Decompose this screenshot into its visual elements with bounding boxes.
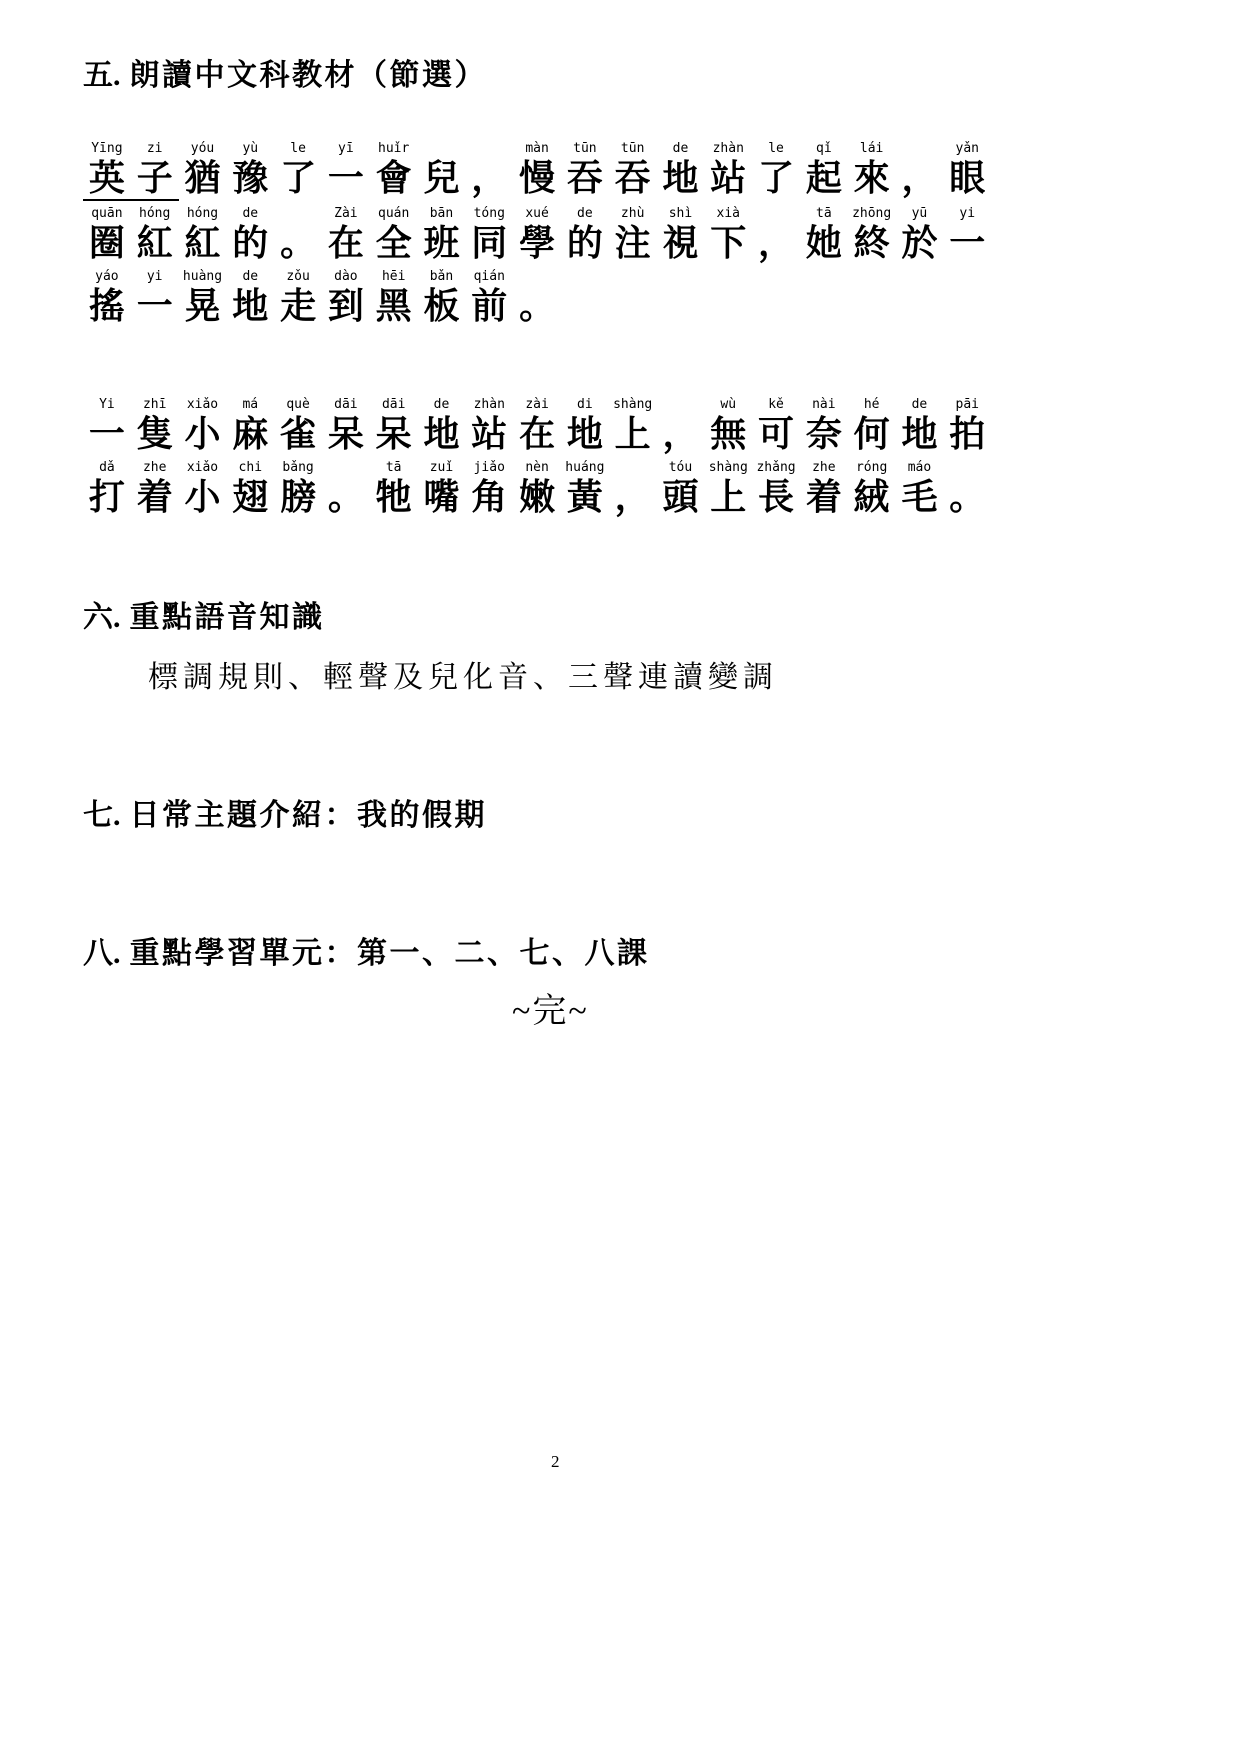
ruby-cell	[370, 268, 418, 327]
hanzi-text: 一	[949, 223, 986, 263]
ruby-cell	[83, 268, 131, 327]
pinyin-text: zhe	[812, 460, 836, 475]
pinyin-text: de	[242, 206, 259, 221]
pinyin-text: pāi	[955, 397, 979, 412]
pinyin-text: di	[577, 397, 593, 412]
hanzi-text: 膀	[280, 477, 317, 517]
ruby-cell	[274, 205, 322, 264]
hanzi-text: 長	[758, 477, 795, 517]
hanzi-text: 了	[280, 158, 317, 198]
pinyin-text: quán	[378, 206, 410, 221]
ruby-cell	[752, 205, 800, 264]
section-number: 六.	[83, 601, 121, 634]
ruby-cell	[131, 140, 179, 201]
ruby-cell	[179, 459, 227, 518]
pinyin-text: tóu	[668, 460, 693, 475]
hanzi-text: 嘴	[423, 477, 460, 517]
ruby-cell	[800, 140, 848, 201]
ruby-cell	[226, 268, 274, 327]
ruby-cell	[752, 396, 800, 455]
section-6-subline: 標調規則、輕聲及兒化音、三聲連讀變調	[148, 661, 778, 694]
ruby-cell	[131, 268, 179, 327]
hanzi-text: 猶	[184, 158, 221, 198]
pinyin-text: dāi	[381, 397, 406, 412]
ruby-cell	[322, 205, 370, 264]
pinyin-text: màn	[525, 141, 549, 156]
hanzi-text: 起	[805, 158, 842, 198]
hanzi-text: 小	[184, 414, 221, 454]
pinyin-text: zhàn	[473, 397, 505, 412]
ruby-cell	[370, 140, 418, 201]
pinyin-text: de	[433, 397, 450, 412]
hanzi-text: 一	[136, 286, 173, 326]
pinyin-text: dāi	[334, 397, 358, 412]
hanzi-text: 紅	[184, 223, 221, 263]
hanzi-text: 毛	[901, 477, 938, 517]
pinyin-text: tā	[816, 206, 832, 221]
hanzi-text: 上	[710, 477, 747, 517]
section-title: 重點語音知識	[129, 601, 325, 634]
hanzi-text: 走	[280, 286, 317, 326]
pinyin-text: xué	[525, 206, 549, 221]
ruby-cell	[226, 140, 274, 201]
ruby-cell	[322, 140, 370, 201]
ruby-cell	[561, 459, 609, 518]
pinyin-passage	[83, 140, 998, 522]
pinyin-text: má	[242, 397, 259, 412]
ruby-cell	[322, 459, 370, 518]
pinyin-text: de	[577, 206, 593, 221]
ruby-cell	[513, 459, 561, 518]
pinyin-text: dǎ	[99, 460, 115, 475]
hanzi-text: 拍	[949, 414, 986, 454]
ruby-cell	[896, 205, 944, 264]
pinyin-text: nèn	[525, 460, 549, 475]
hanzi-text: 嫩	[519, 477, 556, 517]
hanzi-text: 打	[88, 477, 125, 517]
hanzi-text: 圈	[88, 223, 125, 263]
ruby-cell	[561, 396, 609, 455]
ruby-cell	[418, 140, 466, 201]
hanzi-text: 地	[566, 414, 603, 454]
ruby-cell	[370, 205, 418, 264]
hanzi-text: 站	[710, 158, 747, 198]
hanzi-text: 小	[184, 477, 221, 517]
ruby-cell	[657, 459, 705, 518]
pinyin-text: yù	[242, 141, 259, 156]
hanzi-text: 來	[853, 158, 890, 198]
hanzi-text: ，	[901, 158, 938, 198]
ruby-cell	[704, 205, 752, 264]
hanzi-text: 到	[327, 286, 364, 326]
hanzi-text: 的	[232, 223, 269, 263]
hanzi-text: 吞	[614, 158, 651, 198]
ruby-cell	[657, 205, 705, 264]
pinyin-text: wù	[720, 397, 737, 412]
pinyin-text: jiǎo	[473, 460, 505, 475]
ruby-cell	[848, 396, 896, 455]
pinyin-text: hé	[863, 397, 880, 412]
hanzi-text: 牠	[375, 477, 412, 517]
hanzi-text: 兒	[423, 158, 460, 198]
hanzi-text: 下	[710, 223, 747, 263]
pinyin-text: zài	[525, 397, 549, 412]
hanzi-text: ，	[758, 223, 795, 263]
hanzi-text: 前	[471, 286, 508, 326]
ruby-line	[83, 205, 998, 264]
pinyin-text: zhǎng	[756, 460, 796, 475]
pinyin-text: zhī	[142, 397, 167, 412]
hanzi-text: 隻	[136, 414, 173, 454]
pinyin-text: Yi	[99, 397, 115, 412]
section-number: 八.	[83, 937, 121, 970]
hanzi-text: 翅	[232, 477, 269, 517]
pinyin-text: chi	[238, 460, 263, 475]
pinyin-text: xià	[716, 206, 740, 221]
pinyin-text: yi	[959, 206, 976, 221]
ruby-cell	[226, 396, 274, 455]
hanzi-text: 終	[853, 223, 890, 263]
ruby-cell	[465, 140, 513, 201]
ruby-cell	[274, 459, 322, 518]
hanzi-text: 。	[949, 477, 986, 517]
ruby-cell	[179, 140, 227, 201]
section-heading-6	[83, 592, 325, 636]
pinyin-text: xiǎo	[186, 460, 219, 475]
ruby-cell	[848, 140, 896, 201]
hanzi-text: 豫	[232, 158, 269, 198]
ruby-cell	[513, 140, 561, 201]
ruby-cell	[704, 140, 752, 201]
pinyin-text: de	[242, 269, 259, 284]
hanzi-text: 於	[901, 223, 938, 263]
pinyin-text: zǒu	[286, 269, 310, 284]
ruby-cell	[465, 205, 513, 264]
ruby-cell	[943, 459, 991, 518]
pinyin-text: bǎng	[282, 460, 314, 475]
ruby-cell	[752, 459, 800, 518]
hanzi-text: 子	[136, 158, 173, 198]
pinyin-paragraph	[83, 140, 998, 327]
hanzi-text: 慢	[519, 158, 556, 198]
hanzi-text: 學	[519, 223, 556, 263]
hanzi-text: 晃	[184, 286, 221, 326]
ruby-cell	[704, 459, 752, 518]
pinyin-text: le	[290, 141, 306, 156]
ruby-cell	[896, 396, 944, 455]
section-title: 日常主題介紹：我的假期	[129, 799, 487, 832]
hanzi-text: 站	[471, 414, 508, 454]
pinyin-text: zhe	[142, 460, 167, 475]
hanzi-text: 紅	[136, 223, 173, 263]
ruby-cell	[704, 396, 752, 455]
pinyin-text: hóng	[186, 206, 219, 221]
hanzi-text: 她	[805, 223, 842, 263]
pinyin-text: Zài	[334, 206, 358, 221]
hanzi-text: 着	[136, 477, 173, 517]
hanzi-text: 班	[423, 223, 460, 263]
pinyin-text: de	[911, 397, 928, 412]
hanzi-text: 呆	[327, 414, 364, 454]
hanzi-text: 英	[88, 158, 125, 198]
section-number: 七.	[83, 799, 121, 832]
hanzi-text: 全	[375, 223, 412, 263]
pinyin-text: tūn	[573, 141, 597, 156]
hanzi-text: 可	[758, 414, 795, 454]
ruby-cell	[800, 205, 848, 264]
ruby-cell	[657, 140, 705, 201]
hanzi-text: 視	[662, 223, 699, 263]
ruby-cell	[800, 459, 848, 518]
pinyin-text: yáo	[95, 269, 119, 284]
ruby-line	[83, 140, 998, 201]
ruby-cell	[561, 205, 609, 264]
ruby-cell	[657, 396, 705, 455]
hanzi-text: ，	[614, 477, 651, 517]
pinyin-text: le	[768, 141, 784, 156]
ruby-cell	[370, 459, 418, 518]
pinyin-text: huàng	[182, 269, 223, 284]
ruby-cell	[418, 205, 466, 264]
ruby-cell	[179, 268, 227, 327]
ruby-cell	[513, 205, 561, 264]
pinyin-text: máo	[907, 460, 932, 475]
hanzi-text: 何	[853, 414, 890, 454]
ruby-cell	[226, 459, 274, 518]
pinyin-text: huáng	[565, 460, 605, 475]
ruby-cell	[752, 140, 800, 201]
ruby-cell	[513, 268, 561, 327]
hanzi-text: 的	[566, 223, 603, 263]
hanzi-text: 絨	[853, 477, 890, 517]
ruby-cell	[418, 268, 466, 327]
ruby-cell	[179, 396, 227, 455]
pinyin-text: de	[672, 141, 689, 156]
ruby-cell	[465, 459, 513, 518]
ruby-cell	[418, 396, 466, 455]
hanzi-text: ，	[471, 158, 508, 198]
pinyin-text: quān	[91, 206, 123, 221]
hanzi-text: 同	[471, 223, 508, 263]
pinyin-text: yū	[911, 206, 928, 221]
pinyin-text: róng	[855, 460, 888, 475]
hanzi-text: 眼	[949, 158, 986, 198]
ruby-cell	[561, 140, 609, 201]
ruby-cell	[943, 396, 991, 455]
section-title: 重點學習單元：第一、二、七、八課	[129, 937, 650, 970]
hanzi-text: 雀	[280, 414, 317, 454]
hanzi-text: 着	[805, 477, 842, 517]
ruby-cell	[418, 459, 466, 518]
pinyin-text: lái	[859, 141, 884, 156]
pinyin-text: tūn	[620, 141, 645, 156]
ruby-cell	[274, 396, 322, 455]
hanzi-text: 一	[88, 414, 125, 454]
pinyin-text: zhōng	[852, 206, 892, 221]
hanzi-text: 無	[710, 414, 747, 454]
ruby-cell	[274, 140, 322, 201]
hanzi-text: 一	[327, 158, 364, 198]
pinyin-text: zhàn	[712, 141, 744, 156]
hanzi-text: 搖	[88, 286, 125, 326]
ruby-cell	[513, 396, 561, 455]
ruby-cell	[943, 140, 991, 201]
pinyin-paragraph	[83, 396, 998, 518]
end-mark: ~完~	[512, 993, 589, 1030]
hanzi-text: 。	[280, 223, 317, 263]
ruby-cell	[83, 396, 131, 455]
hanzi-text: 呆	[375, 414, 412, 454]
hanzi-text: 。	[327, 477, 364, 517]
section-number: 五.	[83, 59, 121, 92]
hanzi-text: 地	[901, 414, 938, 454]
ruby-cell	[896, 459, 944, 518]
hanzi-text: 地	[423, 414, 460, 454]
hanzi-text: 了	[758, 158, 795, 198]
pinyin-text: bǎn	[429, 269, 454, 284]
ruby-cell	[848, 459, 896, 518]
ruby-line	[83, 268, 998, 327]
ruby-cell	[322, 396, 370, 455]
ruby-cell	[131, 459, 179, 518]
section-heading-7	[83, 790, 487, 834]
ruby-cell	[131, 205, 179, 264]
hanzi-text: 麻	[232, 414, 269, 454]
pinyin-text: zhù	[620, 206, 645, 221]
pinyin-text: yī	[338, 141, 354, 156]
pinyin-text: yóu	[190, 141, 215, 156]
ruby-cell	[131, 396, 179, 455]
hanzi-text: 在	[327, 223, 364, 263]
pinyin-text: zi	[146, 141, 163, 156]
pinyin-text: xiǎo	[186, 397, 219, 412]
hanzi-text: 奈	[805, 414, 842, 454]
ruby-line	[83, 396, 998, 455]
section-title: 朗讀中文科教材（節選）	[129, 59, 487, 92]
pinyin-text: qián	[473, 269, 505, 284]
pinyin-text: shì	[668, 206, 693, 221]
ruby-cell	[943, 205, 991, 264]
hanzi-text: 在	[519, 414, 556, 454]
hanzi-text: 。	[519, 286, 556, 326]
ruby-line	[83, 459, 998, 518]
ruby-cell	[179, 205, 227, 264]
hanzi-text: 頭	[662, 477, 699, 517]
ruby-cell	[609, 205, 657, 264]
pinyin-text: kě	[768, 397, 784, 412]
pinyin-text: zuǐ	[429, 460, 454, 475]
ruby-cell	[370, 396, 418, 455]
pinyin-text: shàng	[708, 460, 748, 475]
ruby-cell	[274, 268, 322, 327]
pinyin-text: hóng	[139, 206, 171, 221]
page-number: 2	[551, 1452, 560, 1471]
hanzi-text: 角	[471, 477, 508, 517]
pinyin-text: yǎn	[955, 141, 979, 156]
ruby-cell	[226, 205, 274, 264]
ruby-cell	[83, 205, 131, 264]
pinyin-text: shàng	[613, 397, 653, 412]
hanzi-text: 黑	[375, 286, 412, 326]
ruby-cell	[896, 140, 944, 201]
ruby-cell	[800, 396, 848, 455]
hanzi-text: 板	[423, 286, 460, 326]
hanzi-text: 注	[614, 223, 651, 263]
hanzi-text: 會	[375, 158, 412, 198]
hanzi-text: ，	[662, 414, 699, 454]
ruby-cell	[609, 140, 657, 201]
pinyin-text: Yīng	[91, 141, 123, 156]
pinyin-text: nài	[812, 397, 836, 412]
ruby-cell	[465, 396, 513, 455]
hanzi-text: 黃	[566, 477, 603, 517]
pinyin-text: tóng	[473, 206, 505, 221]
hanzi-text: 吞	[566, 158, 603, 198]
ruby-cell	[83, 140, 131, 201]
pinyin-text: huǐr	[378, 141, 410, 156]
ruby-cell	[83, 459, 131, 518]
ruby-cell	[609, 396, 657, 455]
ruby-cell	[848, 205, 896, 264]
ruby-cell	[609, 459, 657, 518]
pinyin-text: què	[286, 397, 310, 412]
hanzi-text: 上	[614, 414, 651, 454]
hanzi-text: 地	[662, 158, 699, 198]
pinyin-text: yi	[146, 269, 163, 284]
pinyin-text: hēi	[381, 269, 406, 284]
hanzi-text: 地	[232, 286, 269, 326]
pinyin-text: tā	[385, 460, 402, 475]
ruby-cell	[322, 268, 370, 327]
pinyin-text: dào	[334, 269, 358, 284]
ruby-cell	[465, 268, 513, 327]
section-heading-5	[83, 50, 487, 94]
pinyin-text: bān	[429, 206, 454, 221]
pinyin-text: qǐ	[816, 141, 832, 156]
section-heading-8	[83, 928, 650, 972]
